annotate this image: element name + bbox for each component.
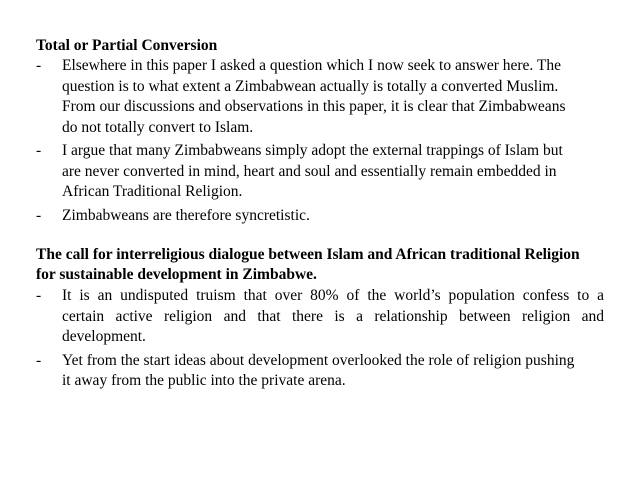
text-line: Elsewhere in this paper I asked a question which I now seek to answer here. The — [62, 57, 561, 74]
text-line: It is an undisputed truism that over 80% of the world’s population confess to a — [62, 287, 604, 304]
heading-line: for sustainable development in Zimbabwe. — [36, 266, 317, 283]
bullet-dash: - — [36, 287, 42, 304]
bullet-text — [62, 351, 604, 392]
bullet-item — [36, 286, 604, 348]
text-line: development. — [62, 328, 146, 345]
text-line: Zimbabweans are therefore syncretistic. — [62, 206, 310, 224]
text-line: African Traditional Religion. — [62, 183, 243, 200]
bullet-item — [36, 351, 604, 392]
text-line: are never converted in mind, heart and soul and essentially remain embedded in — [62, 162, 557, 180]
bullet-dash: - — [36, 206, 42, 224]
bullet-item — [36, 56, 604, 138]
bullet-dash: - — [36, 142, 42, 159]
bullet-dash: - — [36, 351, 42, 369]
bullet-text — [62, 206, 604, 227]
bullet-item — [36, 206, 604, 227]
text-line: it away from the public into the private arena. — [62, 372, 346, 389]
bullet-item — [36, 141, 604, 203]
text-line: certain active religion and that there is a relationship between religion and — [62, 307, 604, 325]
bullet-dash: - — [36, 57, 42, 74]
bullet-text — [62, 141, 604, 203]
text-line: Yet from the start ideas about development overlooked the role of religion pushing — [62, 351, 575, 369]
section-total-or-partial-conversion — [36, 36, 604, 226]
text-line: I argue that many Zimbabweans simply adopt the external trappings of Islam but — [62, 142, 563, 159]
heading-line: The call for interreligious dialogue between Islam and African traditional Religion — [36, 246, 580, 263]
section-heading: Total or Partial Conversion — [36, 37, 218, 54]
bullet-text — [62, 286, 604, 348]
section-interreligious-dialogue — [36, 245, 604, 392]
text-line: From our discussions and observations in this paper, it is clear that Zimbabweans — [62, 98, 566, 115]
section-heading — [36, 245, 604, 285]
bullet-text — [62, 56, 604, 138]
text-line: do not totally convert to Islam. — [62, 118, 254, 136]
text-line: question is to what extent a Zimbabwean actually is totally a converted Muslim. — [62, 77, 559, 95]
